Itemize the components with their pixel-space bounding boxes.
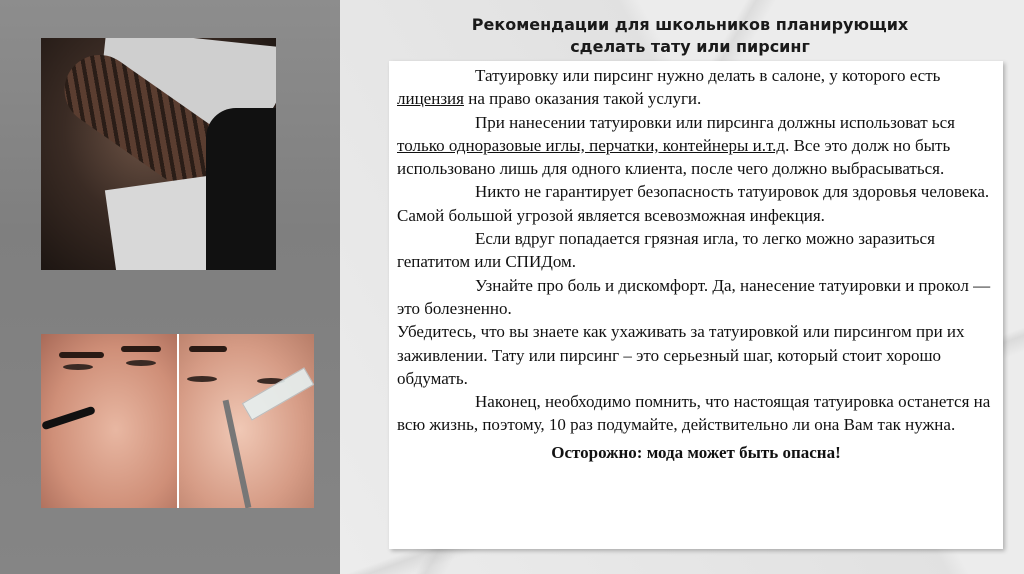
face-left — [41, 334, 177, 508]
paragraph-license — [397, 64, 995, 111]
eye — [187, 376, 217, 382]
closing-warning: Осторожно: мода может быть опасна! — [551, 442, 841, 462]
text-span: Татуировку или пирсинг нужно делать в салоне, у которого есть — [475, 66, 941, 85]
eyebrow — [59, 352, 104, 358]
page-title — [380, 14, 1000, 58]
eye — [63, 364, 93, 370]
piercing-clamp — [222, 400, 251, 508]
paragraph-disposable — [397, 111, 995, 181]
text-span: При нанесении татуировки или пирсинга должны использоват ься — [475, 112, 955, 132]
face-right — [177, 334, 315, 508]
eyebrow — [189, 346, 227, 352]
paragraph-care: Убедитесь, что вы знаете как ухаживать за татуировкой или пирсингом при их заживлении. Тату или пирсинг – это серьезный шаг, который стоит хорошо обдумать. — [397, 322, 965, 388]
text-span: на право оказания такой услуги. — [463, 89, 702, 109]
title-line-1: Рекомендации для школьников планирующих — [471, 15, 909, 34]
tattoo-photo — [41, 38, 276, 270]
text-span: . Все это долж но быть использовано лишь для одного клиента, после чего должно выбрасываться. — [397, 135, 951, 179]
artist-shape — [206, 108, 276, 270]
license-underlined: лицензия — [397, 89, 464, 109]
paragraph-lifetime: Наконец, необходимо помнить, что настоящая татуировка останется на всю жизнь, поэтому, 10 раз подумайте, действительно ли она Вам так нужна. — [397, 392, 991, 435]
disposable-underlined: только одноразовые иглы, перчатки, контейнеры и.т.д — [397, 135, 786, 155]
eyebrow — [121, 346, 161, 352]
marker-pen — [41, 406, 96, 431]
piercing-needle — [242, 367, 314, 420]
paragraph-needle: Если вдруг попадается грязная игла, то легко можно заразиться гепатитом или СПИДом. — [397, 229, 935, 272]
title-line-2: сделать тату или пирсинг — [570, 37, 810, 56]
recommendations-text-box — [389, 61, 1003, 549]
paragraph-safety: Никто не гарантирует безопасность татуировок для здоровья человека. Самой большой угрозой является всевозможная инфекция. — [397, 182, 990, 225]
eye — [126, 360, 156, 366]
paragraph-pain: Узнайте про боль и дискомфорт. Да, нанесение татуировки и прокол — это болезненно. — [397, 275, 991, 318]
piercing-photo — [41, 334, 314, 508]
